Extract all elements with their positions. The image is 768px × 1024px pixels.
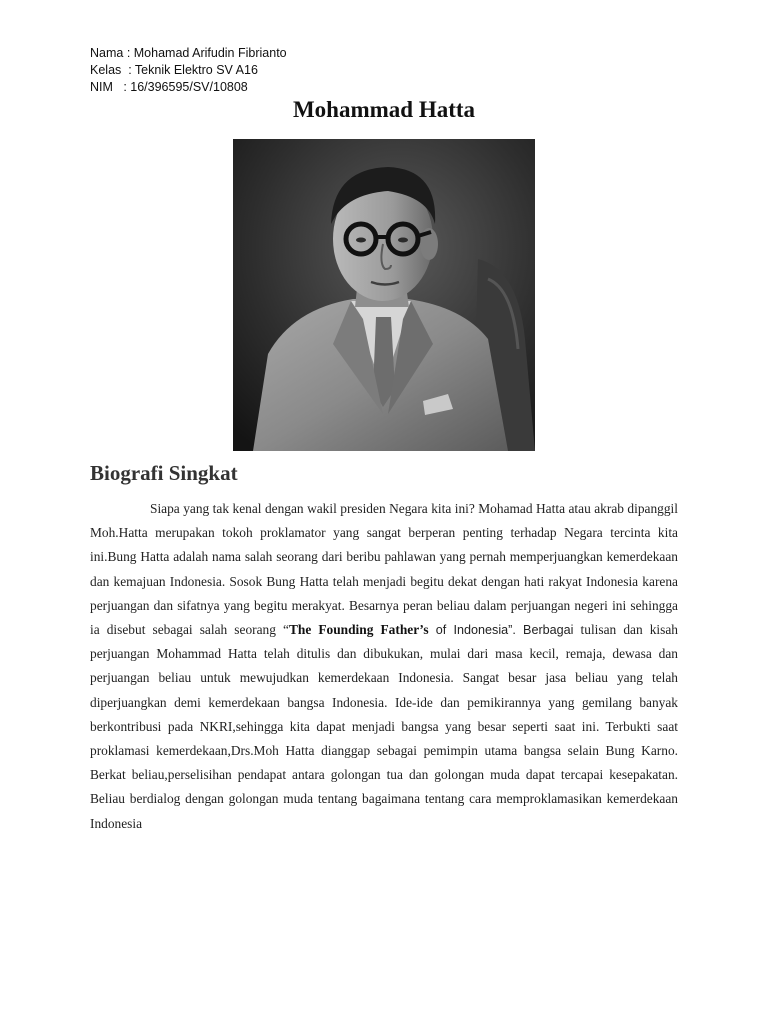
- student-info: [90, 45, 287, 96]
- paragraph-sans-text: of Indonesia”. Berbagai: [428, 623, 574, 638]
- page-title: Mohammad Hatta: [292, 97, 476, 122]
- student-class: Kelas : Teknik Elektro SV A16: [90, 63, 258, 77]
- section-heading: Biografi Singkat: [90, 461, 238, 485]
- portrait-photo: [233, 139, 535, 451]
- paragraph-bold-text: The Founding Father’s: [288, 622, 429, 638]
- paragraph-text-part2: tulisan dan kisah perjuangan Mohammad Hatta telah ditulis dan dibukukan, mulai dari masa kecil, remaja, dewasa dan perjuangan beliau untuk mewujudkan kemerdekaan Indonesia. Sangat besar jasa beliau yang telah diperjuangkan demi kemerdekaan bangsa Indonesia. Ide-ide dan pemikirannya yang gemilang banyak berkontribusi pada NKRI,sehingga kita dapat menjadi bangsa yang besar seperti saat ini. Terbukti saat proklamasi kemerdekaan,Drs.Moh Hatta dianggap sebagai pemimpin utama bangsa selain Bung Karno. Berkat beliau,perselisihan pendapat antara golongan tua dan golongan muda dapat tercapai kesepakatan. Beliau berdialog dengan golongan muda tentang bagaimana tentang cara memproklamasikan kemerdekaan Indonesia: [90, 622, 678, 831]
- biography-paragraph: [90, 497, 678, 836]
- student-id: NIM : 16/396595/SV/10808: [90, 80, 248, 94]
- paragraph-text-part1: Siapa yang tak kenal dengan wakil presiden Negara kita ini? Mohamad Hatta atau akrab dipanggil Moh.Hatta merupakan tokoh proklamator yang sangat berperan penting terhadap Negara tercinta kita ini.Bung Hatta adalah nama salah seorang dari beribu pahlawan yang pernah memperjuangkan kemerdekaan dan kemajuan Indonesia. Sosok Bung Hatta telah menjadi begitu dekat dengan hati rakyat Indonesia karena perjuangan dan sifatnya yang begitu merakyat. Besarnya peran beliau dalam perjuangan negeri ini sehingga ia disebut sebagai salah seorang “: [90, 501, 678, 638]
- student-name: Nama : Mohamad Arifudin Fibrianto: [90, 46, 287, 60]
